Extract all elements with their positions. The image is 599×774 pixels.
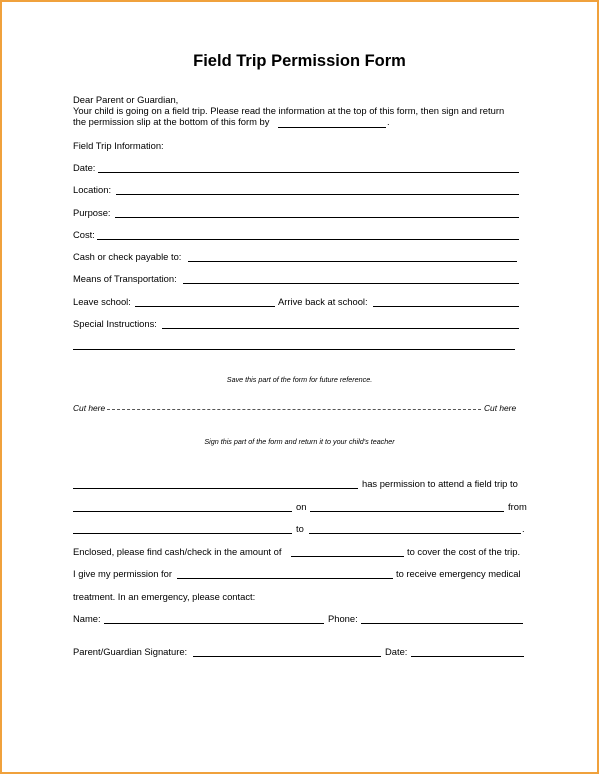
enclosed-text: Enclosed, please find cash/check in the amount of (73, 546, 282, 557)
purpose-label: Purpose: (73, 207, 111, 218)
transport-field[interactable] (183, 283, 519, 284)
permission-text: has permission to attend a field trip to (362, 478, 518, 489)
trip-date-field[interactable] (310, 511, 504, 512)
date-field[interactable] (98, 172, 519, 173)
amount-field[interactable] (291, 556, 404, 557)
cut-here-left: Cut here (73, 403, 106, 413)
intro-line-1: Your child is going on a field trip. Please read the information at the top of this form, then sign and return (73, 105, 505, 116)
phone-field[interactable] (361, 623, 523, 624)
return-note: Sign this part of the form and return it to your child's teacher (204, 437, 395, 446)
treatment-text: treatment. In an emergency, please contact: (73, 591, 256, 602)
leave-field[interactable] (135, 306, 275, 307)
leave-label: Leave school: (73, 296, 131, 307)
date-label: Date: (73, 162, 96, 173)
enclosed-post-text: to cover the cost of the trip. (407, 546, 521, 557)
payable-field[interactable] (188, 261, 517, 262)
medical-text: to receive emergency medical (396, 568, 521, 579)
transport-label: Means of Transportation: (73, 273, 177, 284)
special-field[interactable] (162, 328, 519, 329)
signature-date-field[interactable] (411, 656, 524, 657)
arrive-field[interactable] (373, 306, 519, 307)
from-time-field[interactable] (73, 533, 292, 534)
slip-period: . (522, 523, 525, 534)
special-field-line-2[interactable] (73, 349, 515, 350)
signature-label: Parent/Guardian Signature: (73, 646, 188, 657)
form-title: Field Trip Permission Form (193, 52, 406, 70)
intro-line-2: the permission slip at the bottom of this form by (73, 116, 270, 127)
phone-label: Phone: (328, 613, 358, 624)
give-permission-text: I give my permission for (73, 568, 172, 579)
contact-name-field[interactable] (104, 623, 324, 624)
to-text: to (296, 523, 304, 534)
contact-name-label: Name: (73, 613, 101, 624)
to-time-field[interactable] (309, 533, 521, 534)
intro-period: . (387, 116, 390, 127)
child-name-field[interactable] (177, 578, 393, 579)
on-text: on (296, 501, 307, 512)
cut-here-right: Cut here (484, 403, 517, 413)
info-heading: Field Trip Information: (73, 140, 164, 151)
save-note: Save this part of the form for future reference. (226, 375, 373, 384)
cut-line (107, 409, 481, 410)
purpose-field[interactable] (115, 217, 519, 218)
signature-date-label: Date: (385, 646, 408, 657)
from-text: from (508, 501, 527, 512)
location-field[interactable] (116, 194, 519, 195)
student-name-field[interactable] (73, 488, 358, 489)
signature-field[interactable] (193, 656, 381, 657)
special-label: Special Instructions: (73, 318, 157, 329)
return-by-field[interactable] (278, 127, 386, 128)
greeting: Dear Parent or Guardian, (73, 94, 179, 105)
arrive-label: Arrive back at school: (278, 296, 368, 307)
payable-label: Cash or check payable to: (73, 251, 182, 262)
cost-label: Cost: (73, 229, 95, 240)
cost-field[interactable] (97, 239, 519, 240)
destination-field[interactable] (73, 511, 292, 512)
location-label: Location: (73, 184, 112, 195)
